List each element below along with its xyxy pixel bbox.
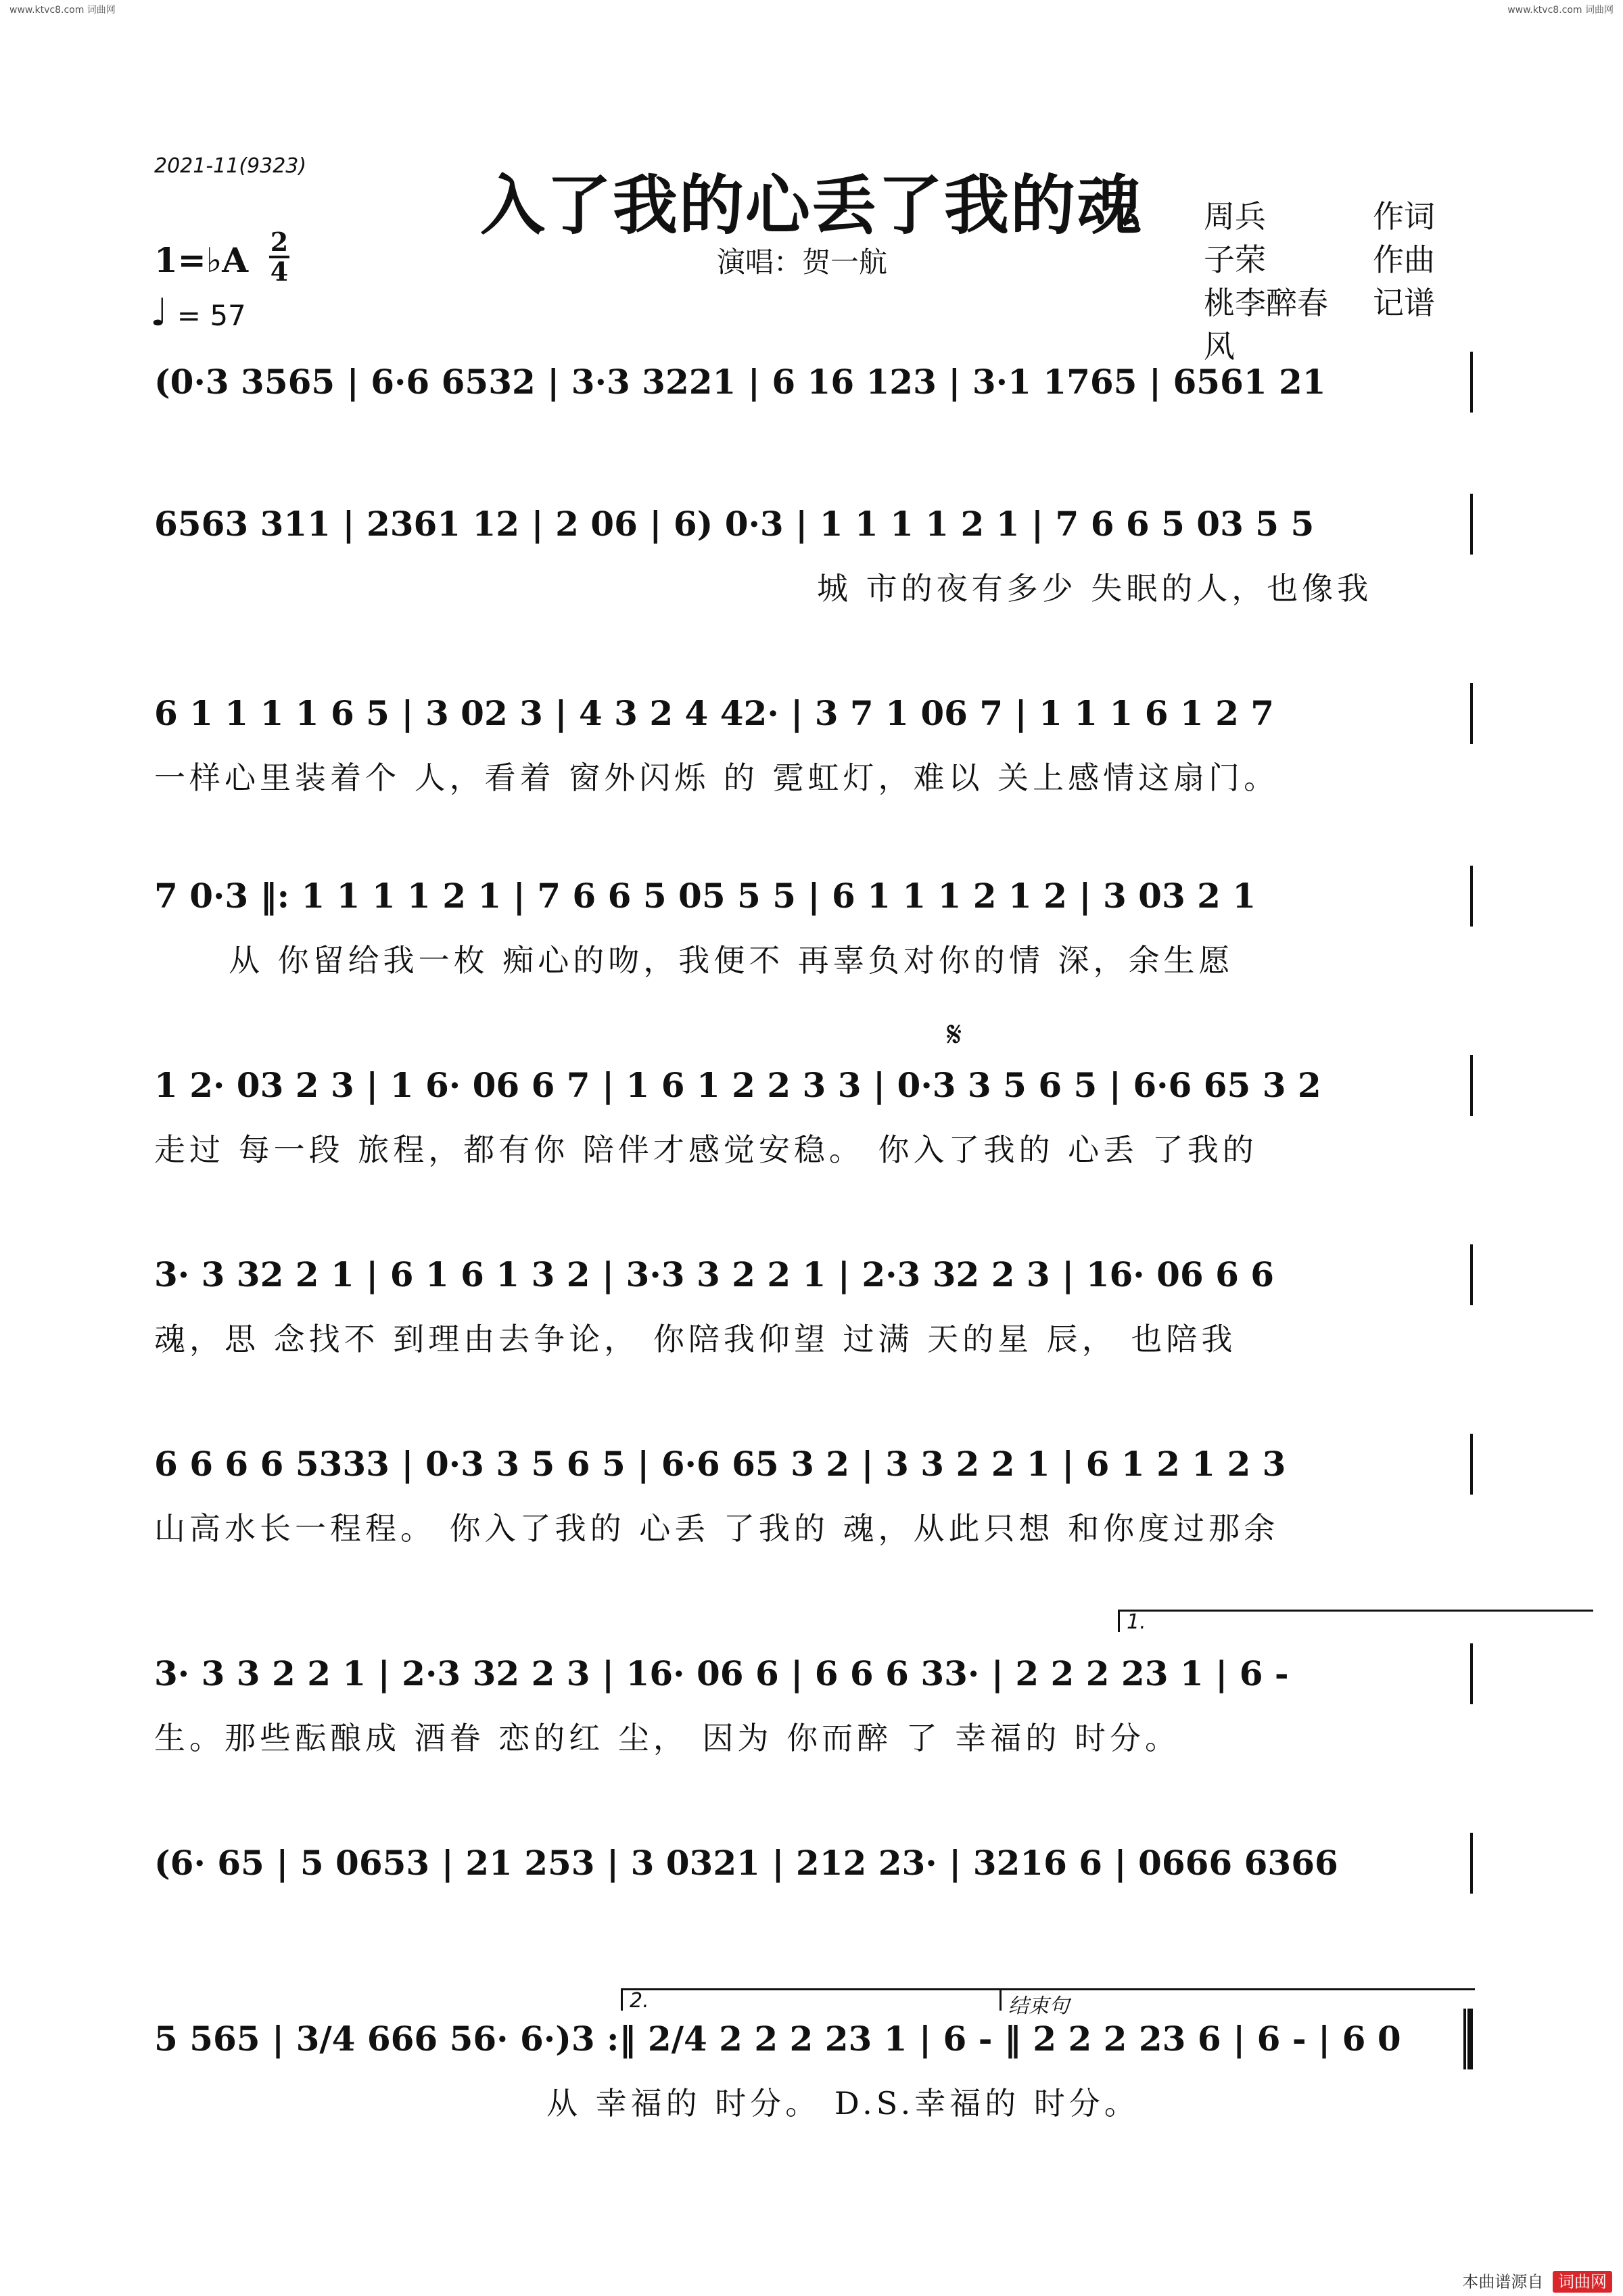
notation-line: 6563 311 | 2361 12 | 2 06 | 6) 0·3 | 1 1 1 1 2 1 | 7 6 6 5 03 5 5	[154, 504, 1315, 544]
notation-line: 7 0·3 ‖: 1 1 1 1 2 1 | 7 6 6 5 05 5 5 | 6 1 1 1 2 1 2 | 3 03 2 1	[154, 876, 1256, 916]
lyrics-line: 魂，思 念找不 到理由去争论， 你陪我仰望 过满 天的星 辰， 也陪我	[154, 1321, 1237, 1357]
watermark-top-right: www.ktvc8.com 词曲网	[1507, 5, 1614, 16]
lyrics-line: 从 幸福的 时分。 D.S.幸福的 时分。	[546, 2085, 1139, 2122]
system-2	[154, 487, 1473, 649]
system-3	[154, 676, 1473, 839]
final-barline	[1463, 2009, 1473, 2069]
lyrics-line: 生。那些酝酿成 酒眷 恋的红 尘， 因为 你而醉 了 幸福的 时分。	[154, 1720, 1180, 1756]
credit-role: 作词	[1373, 198, 1435, 235]
credit-role: 作曲	[1373, 241, 1435, 278]
quarter-note-icon: ♩	[150, 291, 168, 335]
key-signature: 1=♭A	[154, 240, 249, 280]
notation-line: 1 2· 03 2 3 | 1 6· 06 6 7 | 1 6 1 2 2 3 3 | 0·3 3 5 6 5 | 6·6 65 3 2	[154, 1065, 1321, 1105]
system-9	[154, 1826, 1473, 1988]
credits	[1204, 195, 1435, 368]
credit-lyricist	[1204, 195, 1435, 238]
ending-label: 结束句	[1008, 1994, 1069, 2018]
footer-watermark	[1462, 2268, 1612, 2292]
notation-line: 3· 3 32 2 1 | 6 1 6 1 3 2 | 3·3 3 2 2 1 | 2·3 32 2 3 | 16· 06 6 6	[154, 1255, 1275, 1294]
barline	[1470, 1434, 1473, 1495]
system-6	[154, 1238, 1473, 1400]
barline	[1470, 352, 1473, 413]
volta-first-ending	[1118, 1610, 1593, 1632]
song-title: 入了我的心丢了我的魂	[480, 167, 1143, 243]
system-8	[154, 1610, 1473, 1799]
score-date: 2021-11(9323)	[154, 154, 307, 178]
lyrics-line	[154, 419, 1473, 473]
credit-name: 子荣	[1204, 241, 1266, 278]
time-numerator: 2	[270, 227, 289, 257]
lyrics-line	[154, 1900, 1473, 1954]
system-1	[154, 345, 1473, 507]
time-denominator: 4	[270, 256, 289, 287]
barline	[1470, 683, 1473, 744]
lyrics-line: 走过 每一段 旅程，都有你 陪伴才感觉安稳。 你入了我的 心丢 了我的	[154, 1131, 1258, 1168]
credit-name: 周兵	[1204, 198, 1266, 235]
segno-icon: 𝄋	[947, 1014, 962, 1055]
footer-brand-badge: 词曲网	[1553, 2271, 1612, 2293]
time-signature	[269, 227, 289, 287]
tempo-marking	[150, 291, 246, 335]
system-10	[154, 1989, 1473, 2164]
barline	[1470, 1833, 1473, 1894]
notation-line: 3· 3 3 2 2 1 | 2·3 32 2 3 | 16· 06 6 | 6 6 6 33· | 2 2 2 23 1 | 6 -	[154, 1654, 1289, 1693]
lyrics-line: 山高水长一程程。 你入了我的 心丢 了我的 魂，从此只想 和你度过那余	[154, 1510, 1279, 1547]
tempo-value: = 57	[177, 299, 246, 332]
credit-role: 记谱	[1373, 285, 1435, 321]
lyrics-line: 从 你留给我一枚 痴心的吻，我便不 再辜负对你的情 深，余生愿	[229, 942, 1234, 979]
barline	[1470, 866, 1473, 927]
barline	[1470, 1055, 1473, 1116]
barline	[1470, 494, 1473, 555]
singer: 演唱：贺一航	[717, 245, 888, 279]
credit-name: 桃李醉春风	[1204, 285, 1328, 365]
notation-line: (6· 65 | 5 0653 | 21 253 | 3 0321 | 212 23· | 3216 6 | 0666 6366	[154, 1843, 1338, 1883]
system-4	[154, 859, 1473, 1021]
volta-label: 1.	[1127, 1610, 1146, 1634]
footer-text: 本曲谱源自	[1462, 2272, 1544, 2291]
lyrics-line: 城 市的夜有多少 失眠的人，也像我	[817, 570, 1373, 607]
notation-line: (0·3 3565 | 6·6 6532 | 3·3 3221 | 6 16 123 | 3·1 1765 | 6561 21	[154, 362, 1326, 402]
notation-line: 6 1 1 1 1 6 5 | 3 02 3 | 4 3 2 4 42· | 3 7 1 06 7 | 1 1 1 6 1 2 7	[154, 693, 1275, 733]
credit-composer	[1204, 238, 1435, 281]
barline	[1470, 1244, 1473, 1305]
barline	[1470, 1643, 1473, 1704]
system-7	[154, 1427, 1473, 1589]
notation-line: 5 565 | 3/4 666 56· 6·)3 :‖ 2/4 2 2 2 23 1 | 6 - ‖ 2 2 2 23 6 | 6 - | 6 0	[154, 2019, 1401, 2059]
volta-label: 2.	[630, 1989, 649, 2013]
notation-line: 6 6 6 6 5333 | 0·3 3 5 6 5 | 6·6 65 3 2 | 3 3 2 2 1 | 6 1 2 1 2 3	[154, 1444, 1286, 1484]
system-5	[154, 1048, 1473, 1211]
watermark-top-left: www.ktvc8.com 词曲网	[9, 5, 116, 16]
lyrics-line: 一样心里装着个 人，看着 窗外闪烁 的 霓虹灯，难以 关上感情这扇门。	[154, 759, 1279, 796]
